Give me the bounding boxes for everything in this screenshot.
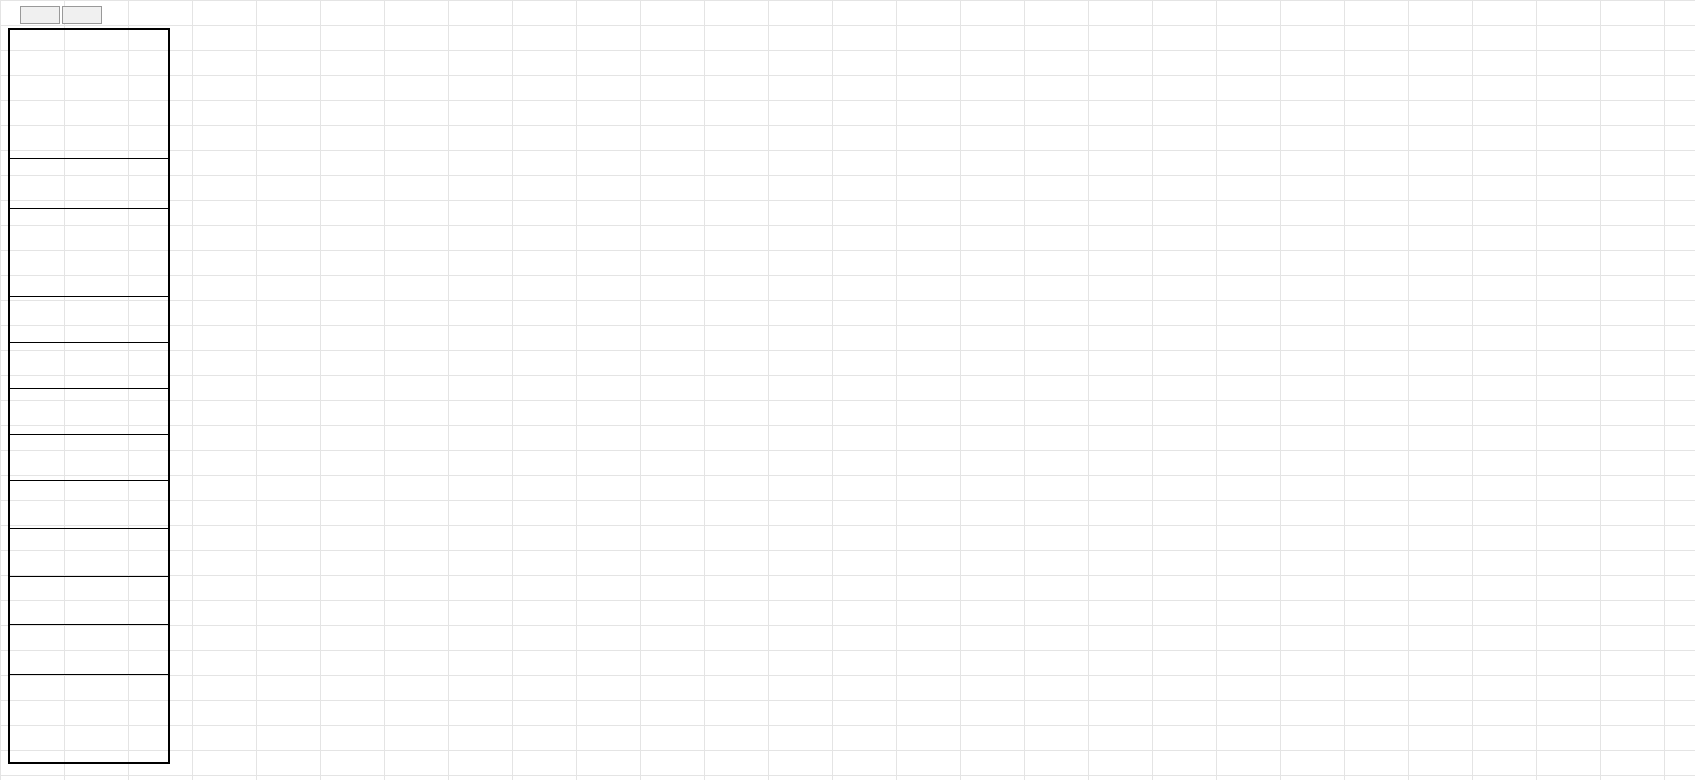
connect-button[interactable] [20, 6, 60, 24]
left-panel [8, 28, 170, 764]
stop-button[interactable] [62, 6, 102, 24]
